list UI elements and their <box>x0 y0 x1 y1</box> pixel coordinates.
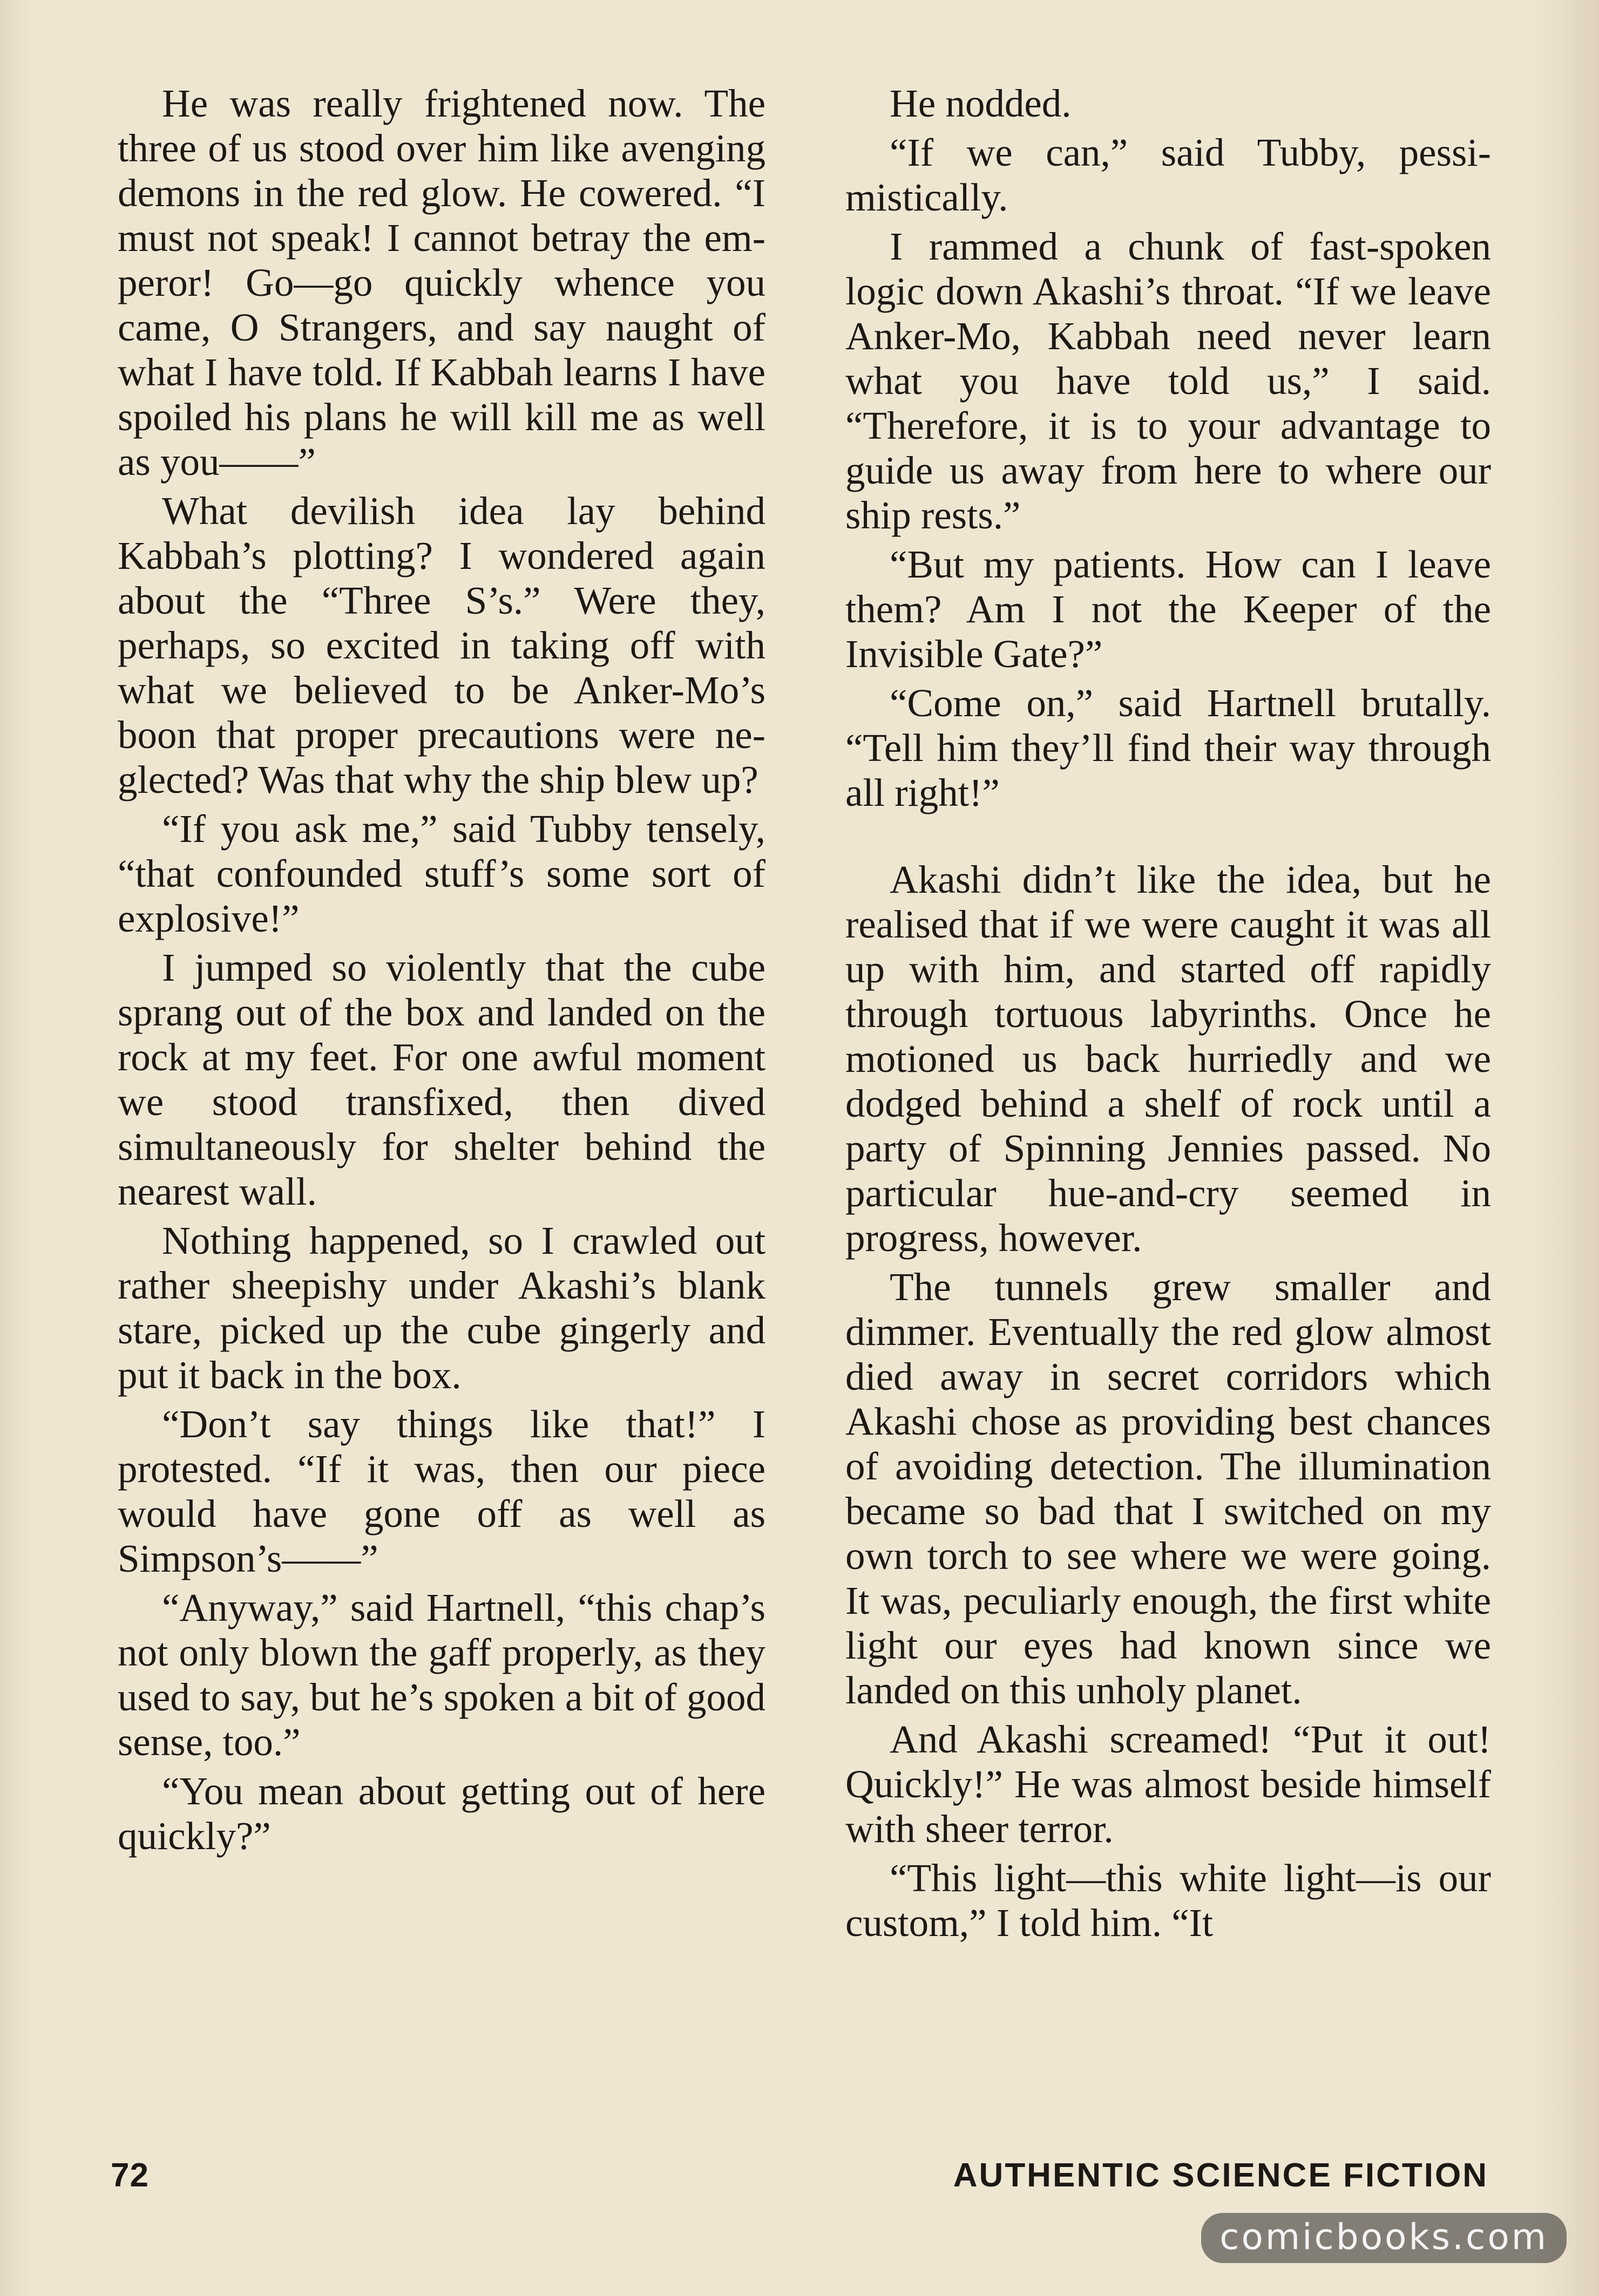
watermark: comicbooks.com <box>1201 2213 1567 2263</box>
paragraph: “If we can,” said Tubby, pessimistically. <box>845 131 1491 219</box>
page-number: 72 <box>111 2157 149 2194</box>
running-title: AUTHENTIC SCIENCE FICTION <box>953 2157 1488 2194</box>
paragraph: Nothing happened, so I crawled out rather sheepishy under Akashi’s blank stare, picked up the cube gingerly and put it back in the box. <box>118 1219 765 1397</box>
left-column <box>118 81 765 1863</box>
paragraph: And Akashi screamed! “Put it out! Quickly!” He was almost beside himself with sheer terror. <box>845 1717 1491 1851</box>
paragraph: He nodded. <box>890 81 1072 125</box>
paragraph: “Don’t say things like that!” I protested. “If it was, then our piece would have gone off as well as Simpson’s——” <box>118 1402 765 1580</box>
paragraph: What devilish idea lay behind Kabbah’s plotting? I wondered again about the “Three S’s.” Were they, perhaps, so excited in taking off with what we believed to be Anker-Mo’s boon that proper precautions were neglected? Was that why the ship blew up? <box>118 489 765 801</box>
paragraph: “Anyway,” said Hartnell, “this chap’s not only blown the gaff properly, as they used to say, but he’s spoken a bit of good sense, too.” <box>118 1586 765 1764</box>
section-break <box>845 819 1491 857</box>
paragraph: “This light—this white light—is our custom,” I told him. “It <box>845 1856 1491 1945</box>
paragraph: “But my patients. How can I leave them? Am I not the Keeper of the Invisible Gate?” <box>845 542 1491 676</box>
paragraph: “Come on,” said Hartnell brutally. “Tell him they’ll find their way through all right!” <box>845 681 1491 814</box>
paragraph: I rammed a chunk of fast-spoken logic down Akashi’s throat. “If we leave Anker-Mo, Kabbah need never learn what you have told us,” I said. “Therefore, it is to your advantage to guide us away from here to where our ship rests.” <box>845 225 1491 537</box>
paragraph: The tunnels grew smaller and dimmer. Eventually the red glow almost died away in secret corridors which Akashi chose as providing best chances of avoiding detection. The illumination became so bad that I switched on my own torch to see where we were going. It was, peculiarly enough, the first white light our eyes had known since we landed on this unholy planet. <box>845 1265 1491 1712</box>
paragraph: “You mean about getting out of here quickly?” <box>118 1769 765 1858</box>
paragraph: I jumped so violently that the cube sprang out of the box and landed on the rock at my feet. For one awful moment we stood transfixed, then dived simultaneously for shelter behind the nearest wall. <box>118 946 765 1213</box>
paragraph: “If you ask me,” said Tubby tensely, “that confounded stuff’s some sort of explosive!” <box>118 807 765 940</box>
paragraph: He was really frightened now. The three of us stood over him like avenging demons in the red glow. He cowered. “I must not speak! I cannot betray the emperor! Go—go quickly whence you came, O Strangers, and say naught of what I have told. If Kabbah learns I have spoiled his plans he will kill me as well as you——” <box>118 81 765 484</box>
right-column <box>845 81 1491 1949</box>
paragraph: Akashi didn’t like the idea, but he realised that if we were caught it was all up with him, and started off rapidly through tortuous labyrinths. Once he motioned us back hurriedly and we dodged behind a shelf of rock until a party of Spinning Jennies passed. No particular hue-and-cry seemed in progress, however. <box>845 858 1491 1260</box>
